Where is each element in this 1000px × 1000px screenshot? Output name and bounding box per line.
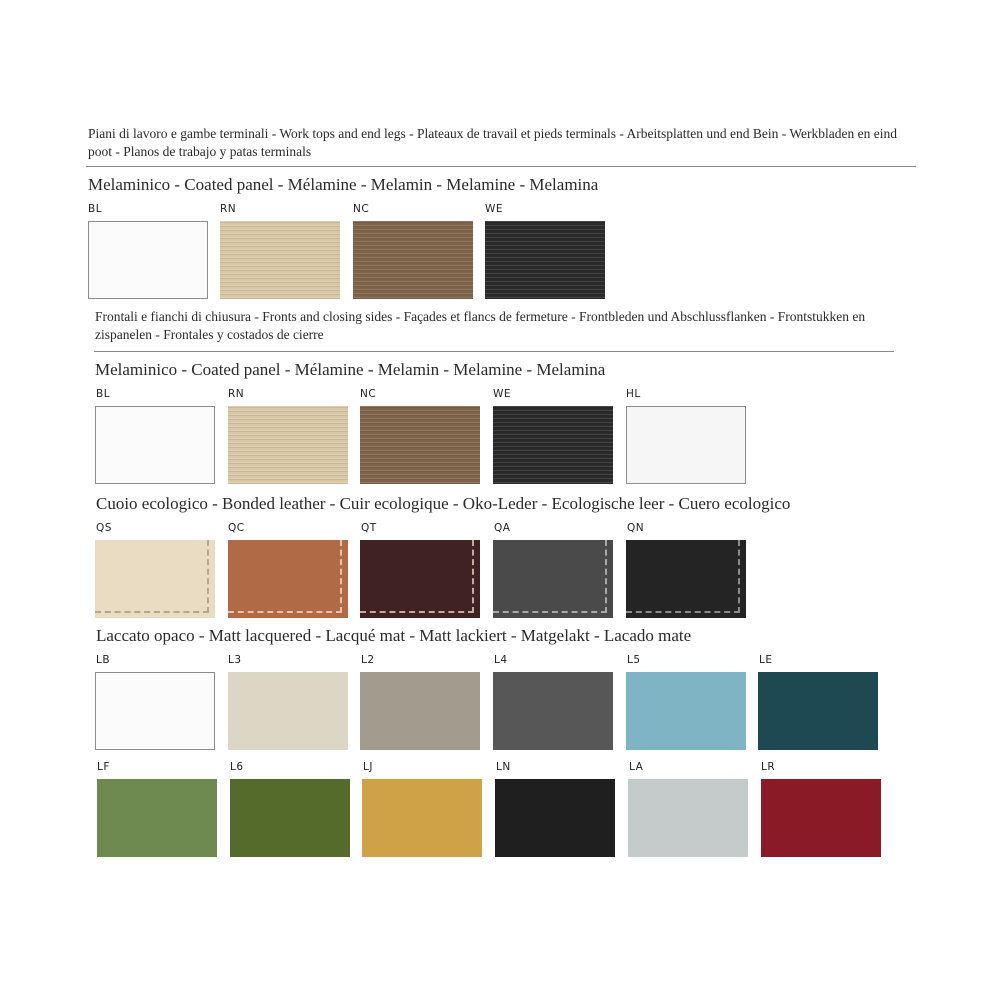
swatch-code: L4 <box>494 654 508 666</box>
section-intro-worktops: Piani di lavoro e gambe terminali - Work tops and end legs - Plateaux de travail et pieds terminals - Arbeitsplatten und end Bein - Werkbladen en eind poot - Planos de trabajo y patas terminals <box>88 126 897 159</box>
swatch-code: LF <box>97 761 110 773</box>
section-intro-fronts: Frontali e fianchi di chiusura - Fronts and closing sides - Façades et flancs de fermeture - Frontbleden und Abschlussflanken - Frontstukken en zispanelen - Frontales y costados de cierre <box>95 309 866 342</box>
swatch-qt <box>360 540 480 618</box>
swatch-code: LR <box>761 761 776 773</box>
swatch-code: HL <box>626 388 641 400</box>
swatch-code: LB <box>96 654 111 666</box>
swatch-code: LE <box>759 654 773 666</box>
swatch-code: NC <box>353 203 370 215</box>
swatch-bl <box>88 221 208 299</box>
swatch-la <box>628 779 748 857</box>
swatch-qc <box>228 540 348 618</box>
swatch-code: LJ <box>363 761 373 773</box>
swatch-lb <box>95 672 215 750</box>
swatch-l4 <box>493 672 613 750</box>
stitching <box>95 540 209 613</box>
swatch-lf <box>97 779 217 857</box>
swatch-qa <box>493 540 613 618</box>
stitching <box>626 540 740 613</box>
swatch-rn <box>228 406 348 484</box>
swatch-code: QA <box>494 522 511 534</box>
swatch-rn <box>220 221 340 299</box>
swatch-l5 <box>626 672 746 750</box>
swatch-code: RN <box>220 203 237 215</box>
swatch-code: QT <box>361 522 377 534</box>
swatch-code: QC <box>228 522 245 534</box>
swatch-we <box>493 406 613 484</box>
heading-melamine-fronts: Melaminico - Coated panel - Mélamine - Melamin - Melamine - Melamina <box>95 360 606 379</box>
swatch-qn <box>626 540 746 618</box>
swatch-code: WE <box>485 203 504 215</box>
swatch-lj <box>362 779 482 857</box>
stitching <box>360 540 474 613</box>
swatch-code: NC <box>360 388 377 400</box>
swatch-le <box>758 672 878 750</box>
heading-bonded-leather: Cuoio ecologico - Bonded leather - Cuir ecologique - Oko-Leder - Ecologische leer - Cuero ecologico <box>96 494 791 513</box>
swatch-code: L3 <box>228 654 242 666</box>
divider <box>86 166 916 167</box>
swatch-code: WE <box>493 388 512 400</box>
swatch-l3 <box>228 672 348 750</box>
swatch-l6 <box>230 779 350 857</box>
heading-matt-lacquered: Laccato opaco - Matt lacquered - Lacqué mat - Matt lackiert - Matgelakt - Lacado mate <box>96 626 692 645</box>
swatch-nc <box>360 406 480 484</box>
stitching <box>493 540 607 613</box>
swatch-qs <box>95 540 215 618</box>
swatch-code: BL <box>96 388 111 400</box>
swatch-ln <box>495 779 615 857</box>
swatch-code: LN <box>496 761 511 773</box>
swatch-bl <box>95 406 215 484</box>
swatch-nc <box>353 221 473 299</box>
swatch-code: QS <box>96 522 112 534</box>
swatch-hl <box>626 406 746 484</box>
swatch-code: L5 <box>627 654 641 666</box>
swatch-code: RN <box>228 388 245 400</box>
swatch-we <box>485 221 605 299</box>
swatch-lr <box>761 779 881 857</box>
swatch-code: LA <box>629 761 644 773</box>
swatch-code: QN <box>627 522 645 534</box>
swatch-code: L2 <box>361 654 375 666</box>
heading-melamine-worktops: Melaminico - Coated panel - Mélamine - Melamin - Melamine - Melamina <box>88 175 599 194</box>
swatch-code: BL <box>88 203 103 215</box>
divider <box>94 351 894 352</box>
stitching <box>228 540 342 613</box>
swatch-code: L6 <box>230 761 244 773</box>
swatch-l2 <box>360 672 480 750</box>
